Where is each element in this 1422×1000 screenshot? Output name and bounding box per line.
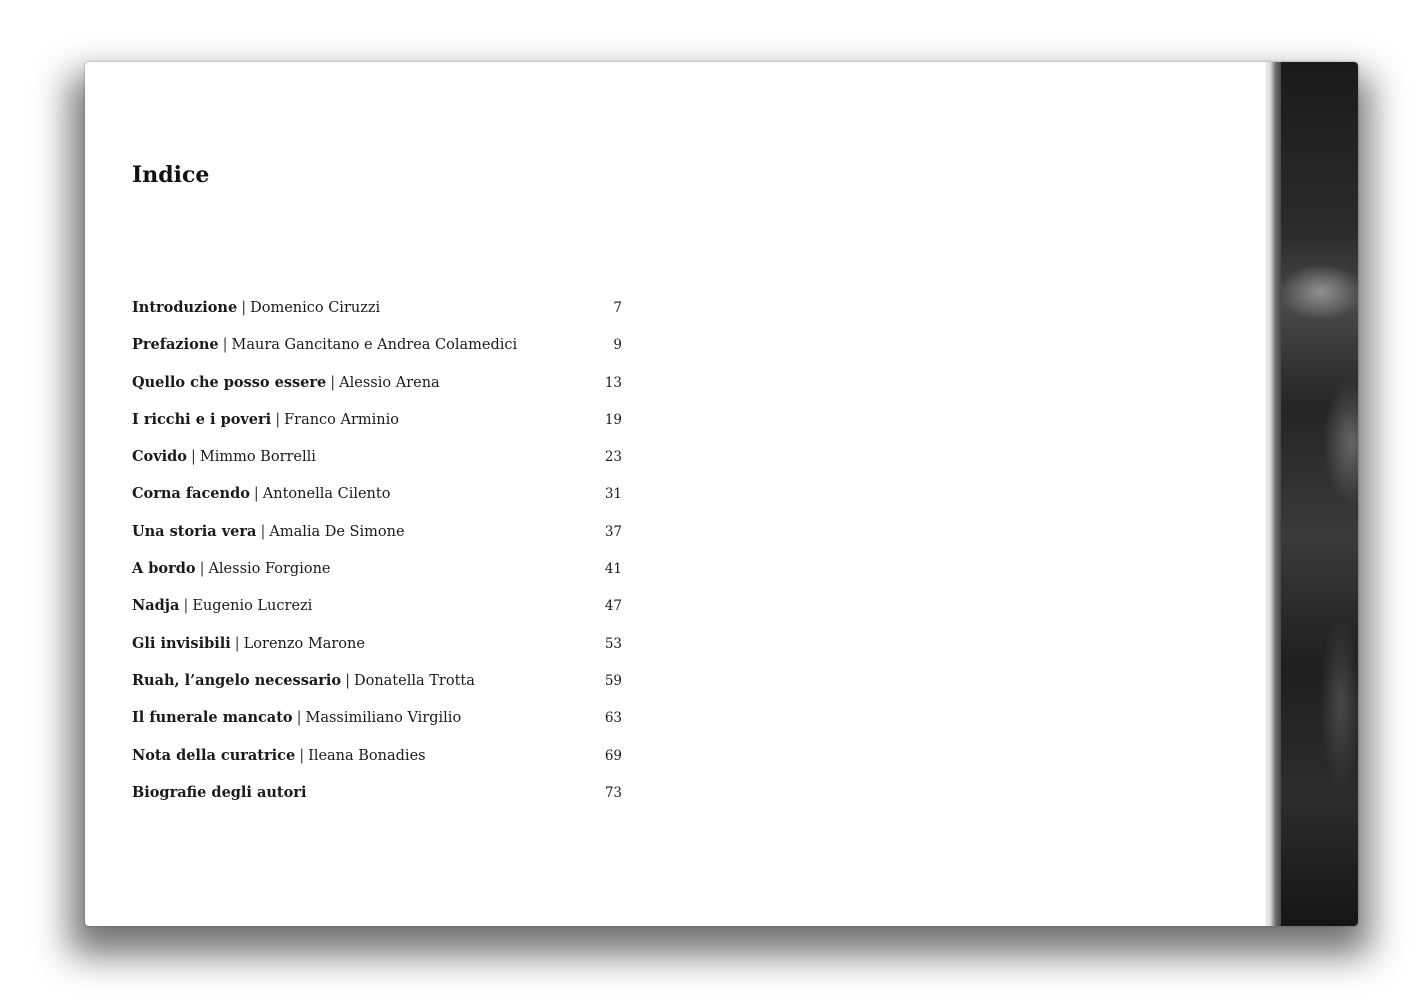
toc-entry-title: Quello che posso essere	[132, 373, 327, 391]
toc-entry-author: Alessio Forgione	[208, 561, 331, 578]
toc-entry-label	[132, 709, 461, 726]
toc-entry-title: Nadja	[132, 597, 180, 615]
toc-entry-page: 63	[604, 710, 622, 727]
toc-entry-label	[132, 747, 426, 764]
toc-entry	[132, 747, 622, 784]
toc-entry-title: Il funerale mancato	[132, 709, 293, 727]
toc-entry-title: Nota della curatrice	[132, 746, 296, 764]
separator: |	[199, 561, 205, 578]
toc-entry-label	[132, 635, 365, 652]
toc-entry-title: Gli invisibili	[132, 634, 231, 652]
separator: |	[330, 374, 336, 391]
table-of-contents	[132, 299, 622, 821]
separator: |	[275, 411, 281, 428]
separator: |	[222, 337, 228, 354]
toc-entry-page: 69	[604, 747, 622, 764]
toc-entry	[132, 523, 622, 560]
toc-entry-author: Eugenio Lucrezi	[192, 598, 313, 615]
toc-entry-page: 19	[604, 411, 622, 428]
toc-entry-title: Biografie degli autori	[132, 783, 307, 801]
toc-entry-label	[132, 784, 306, 801]
toc-entry-author: Maura Gancitano e Andrea Colamedici	[231, 337, 518, 354]
toc-entry-label	[132, 374, 440, 391]
toc-entry-title: Prefazione	[132, 336, 219, 354]
book-cover-edge	[1281, 62, 1358, 926]
separator: |	[234, 635, 240, 652]
toc-entry	[132, 411, 622, 448]
toc-entry-author: Antonella Cilento	[262, 486, 391, 503]
toc-entry	[132, 448, 622, 485]
toc-entry-page: 73	[604, 784, 622, 801]
separator: |	[299, 747, 305, 764]
toc-entry-page: 37	[604, 523, 622, 540]
toc-entry-title: I ricchi e i poveri	[132, 410, 272, 428]
toc-entry-page: 31	[604, 486, 622, 503]
toc-entry-author: Domenico Ciruzzi	[250, 300, 381, 316]
toc-entry-page: 23	[604, 449, 622, 466]
toc-entry-page: 7	[613, 300, 622, 316]
toc-entry-label	[132, 672, 475, 689]
toc-entry-title: Introduzione	[132, 299, 238, 316]
toc-entry	[132, 709, 622, 746]
toc-entry	[132, 336, 622, 373]
toc-entry-label	[132, 336, 517, 353]
toc-entry	[132, 299, 622, 336]
toc-entry-label	[132, 448, 316, 465]
book-page	[85, 62, 1358, 926]
toc-entry-author: Massimiliano Virgilio	[305, 710, 462, 727]
toc-entry	[132, 374, 622, 411]
toc-entry-author: Franco Arminio	[284, 411, 400, 428]
separator: |	[260, 523, 266, 540]
toc-entry	[132, 485, 622, 522]
toc-entry-page: 9	[613, 337, 622, 354]
toc-entry-label	[132, 411, 399, 428]
toc-entry-author: Donatella Trotta	[353, 672, 475, 689]
separator: |	[183, 598, 189, 615]
toc-entry-author: Lorenzo Marone	[243, 635, 365, 652]
toc-entry-title: A bordo	[132, 560, 196, 578]
toc-entry	[132, 784, 622, 821]
toc-entry-title: Covido	[132, 448, 187, 466]
toc-entry	[132, 635, 622, 672]
toc-entry-author: Alessio Arena	[339, 374, 440, 391]
toc-entry-author: Amalia De Simone	[269, 523, 405, 540]
toc-entry-title: Ruah, l’angelo necessario	[132, 671, 342, 689]
toc-entry-page: 41	[604, 561, 622, 578]
toc-entry	[132, 597, 622, 634]
separator: |	[253, 486, 259, 503]
toc-entry	[132, 560, 622, 597]
toc-entry-author: Ileana Bonadies	[308, 747, 426, 764]
toc-entry-page: 59	[604, 672, 622, 689]
toc-entry-label	[132, 560, 331, 577]
toc-entry-author: Mimmo Borrelli	[199, 449, 316, 466]
toc-entry-label	[132, 299, 380, 316]
toc-entry-label	[132, 597, 312, 614]
toc-entry-page: 47	[604, 598, 622, 615]
toc-entry-label	[132, 485, 390, 502]
separator: |	[241, 300, 247, 316]
toc-entry-title: Corna facendo	[132, 485, 250, 503]
toc-entry-label	[132, 523, 405, 540]
separator: |	[345, 672, 350, 689]
toc-entry-page: 53	[604, 635, 622, 652]
toc-entry	[132, 672, 622, 709]
toc-entry-title: Una storia vera	[132, 522, 257, 540]
page-title: Indice	[132, 162, 210, 188]
toc-entry-page: 13	[604, 374, 622, 391]
separator: |	[296, 710, 302, 727]
separator: |	[190, 449, 196, 466]
